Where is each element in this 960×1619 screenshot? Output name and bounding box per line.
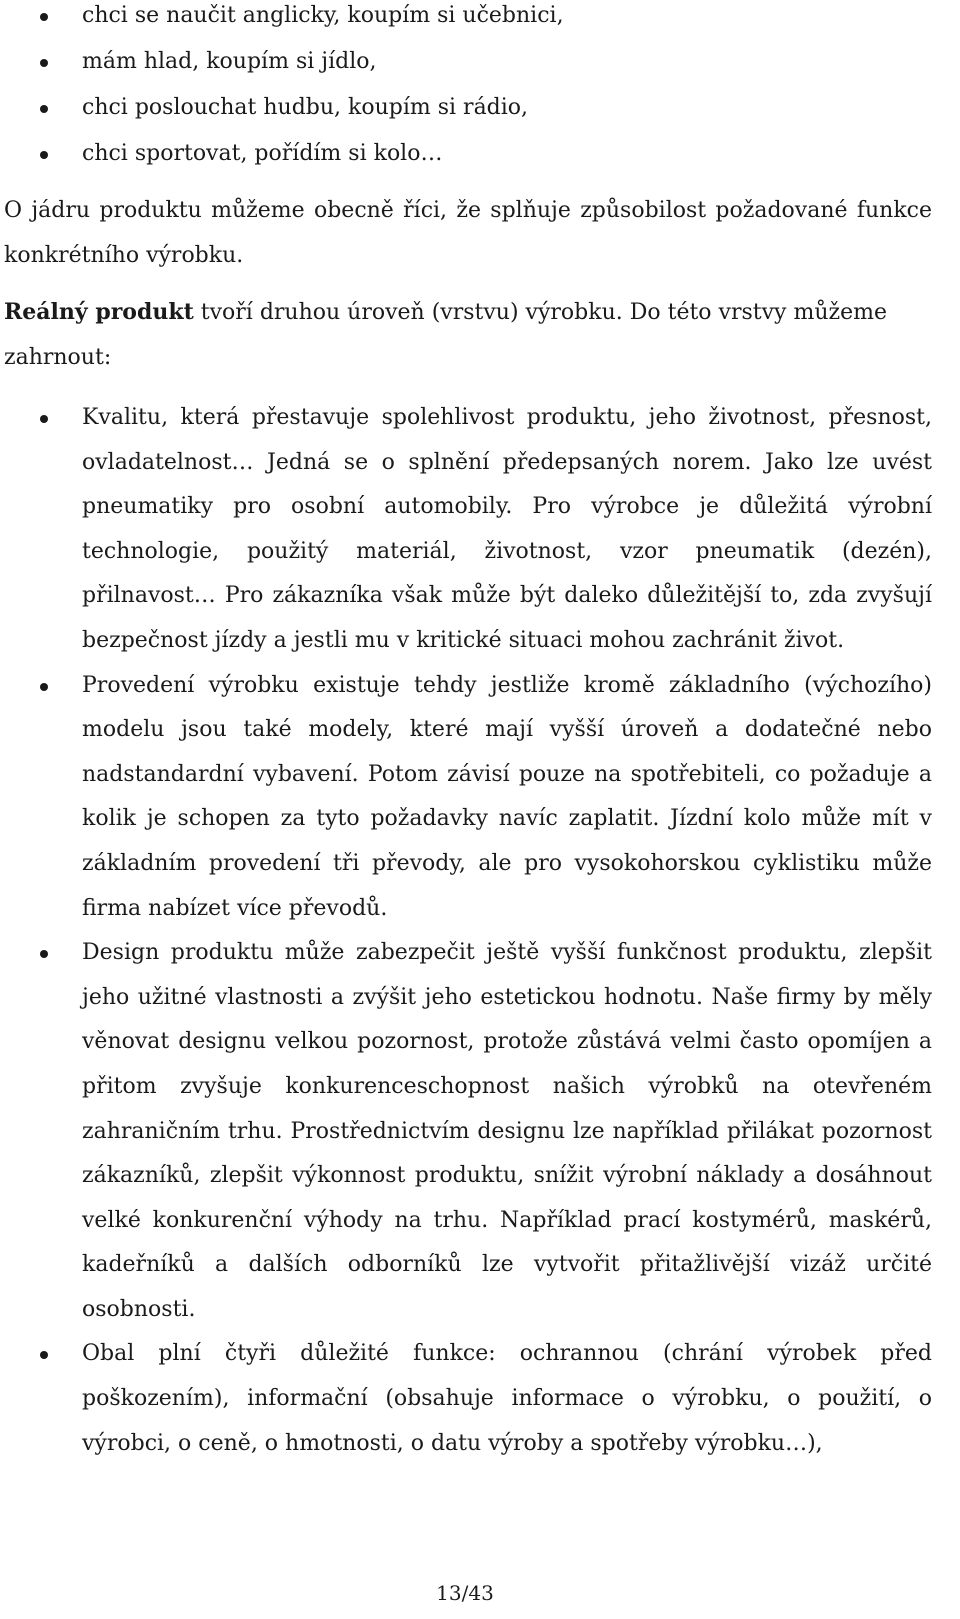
bullet-icon bbox=[40, 1351, 48, 1359]
intro-bullet-list bbox=[0, 0, 960, 184]
bullet-icon bbox=[40, 13, 48, 21]
list-item-design bbox=[0, 931, 960, 1332]
bullet-icon bbox=[40, 683, 48, 691]
real-product-term: Reálný produkt bbox=[4, 299, 194, 325]
bullet-icon bbox=[40, 950, 48, 958]
list-item-quality bbox=[0, 396, 960, 664]
page-number: 13/43 bbox=[436, 1581, 494, 1605]
list-item bbox=[0, 138, 960, 184]
bullet-icon bbox=[40, 59, 48, 67]
list-item-variant bbox=[0, 664, 960, 932]
list-item-text: chci sportovat, pořídím si kolo… bbox=[82, 141, 443, 166]
list-item bbox=[0, 46, 960, 92]
list-item-text: chci se naučit anglicky, koupím si učebnici, bbox=[82, 3, 564, 28]
list-item-text: Provedení výrobku existuje tehdy jestliže kromě základního (výchozího) modelu jsou také modely, které mají vyšší úroveň a dodatečné nebo nadstandardní vybavení. Potom závisí pouze na spotřebiteli, co požaduje a kolik je schopen za tyto požadavky navíc zaplatit. Jízdní kolo může mít v základním provedení tři převody, ale pro vysokohorskou cyklistiku může firma nabízet více převodů. bbox=[82, 672, 932, 921]
real-product-paragraph bbox=[4, 290, 932, 380]
list-item-text: Obal plní čtyři důležité funkce: ochrannou (chrání výrobek před poškozením), informační (obsahuje informace o výrobku, o použití, o výrobci, o ceně, o hmotnosti, o datu výroby a spotřeby výrobku…), bbox=[82, 1341, 932, 1456]
list-item bbox=[0, 92, 960, 138]
core-product-paragraph: O jádru produktu můžeme obecně říci, že splňuje způsobilost požadované funkce konkrétního výrobku. bbox=[4, 198, 932, 268]
list-item-text: chci poslouchat hudbu, koupím si rádio, bbox=[82, 95, 529, 120]
bullet-icon bbox=[40, 105, 48, 113]
real-product-text: tvoří druhou úroveň (vrstvu) výrobku. Do této vrstvy můžeme zahrnout: bbox=[4, 300, 887, 370]
list-item-text: Kvalitu, která přestavuje spolehlivost produktu, jeho životnost, přesnost, ovladatelnost… Jedná se o splnění předepsaných norem. Jako lze uvést pneumatiky pro osobní automobily. Pro výrobce je důležitá výrobní technologie, použitý materiál, životnost, vzor pneumatik (dezén), přilnavost… Pro zákazníka však může být daleko důležitější to, zda zvyšují bezpečnost jízdy a jestli mu v kritické situaci mohou zachránit život. bbox=[82, 405, 932, 653]
bullet-icon bbox=[40, 151, 48, 159]
list-item-packaging bbox=[0, 1332, 960, 1466]
bullet-icon bbox=[40, 415, 48, 423]
product-layer-list bbox=[0, 396, 960, 1466]
list-item-text: Design produktu může zabezpečit ještě vyšší funkčnost produktu, zlepšit jeho užitné vlastnosti a zvýšit jeho estetickou hodnotu. Naše firmy by měly věnovat designu velkou pozornost, protože zůstává velmi často opomíjen a přitom zvyšuje konkurenceschopnost našich výrobků na otevřeném zahraničním trhu. Prostřednictvím designu lze například přilákat pozornost zákazníků, zlepšit výkonnost produktu, snížit výrobní náklady a dosáhnout velké konkurenční výhody na trhu. Například prací kostymérů, maskérů, kadeřníků a dalších odborníků lze vytvořit přitažlivější vizáž určité osobnosti. bbox=[82, 940, 932, 1322]
list-item-text: mám hlad, koupím si jídlo, bbox=[82, 49, 377, 74]
list-item bbox=[0, 0, 960, 46]
